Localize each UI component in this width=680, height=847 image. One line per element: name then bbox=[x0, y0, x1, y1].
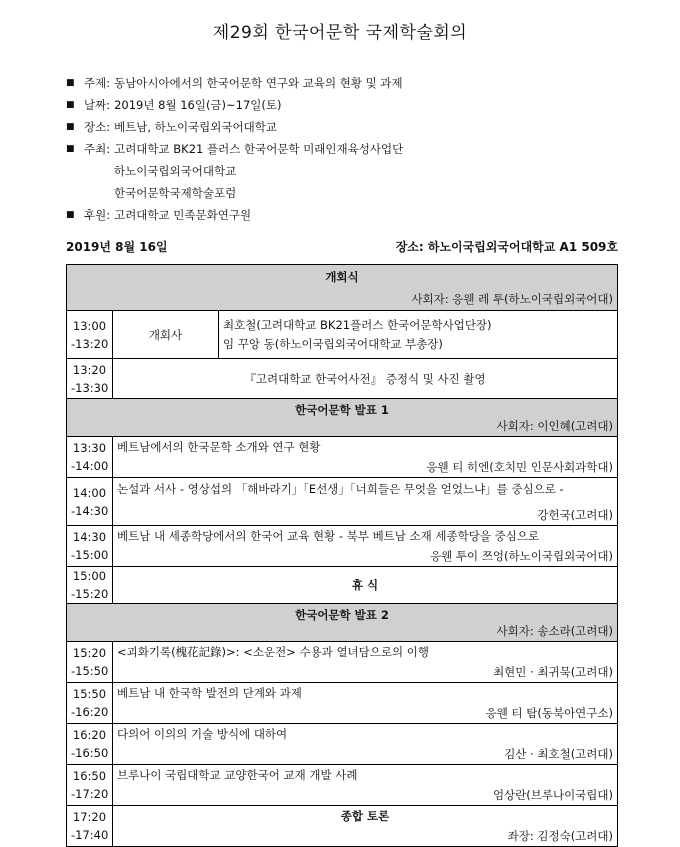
talk-speaker: 좌장: 김정숙(고려대) bbox=[507, 829, 613, 843]
table-row: 13:30 -14:00 베트남에서의 한국문학 소개와 연구 현황 응웬 티 히엔(호치민 인문사회과학대) bbox=[67, 437, 618, 478]
time-cell: 13:20 -13:30 bbox=[67, 359, 113, 399]
session2-moderator: 사회자: 송소라(고려대) bbox=[496, 623, 613, 638]
table-row: 15:50 -16:20 베트남 내 한국학 발전의 단계와 과제 응웬 티 탐(동북아연구소) bbox=[67, 683, 618, 724]
opening-speaker-2: 임 꾸앙 동(하노이국립외국어대학교 부총장) bbox=[223, 336, 443, 351]
session2-title: 한국어문학 발표 2 bbox=[295, 607, 389, 622]
info-date-label: 날짜: bbox=[84, 98, 111, 112]
table-row: 16:20 -16:50 다의어 이의의 기술 방식에 대하여 김산 · 최호철(고려대) bbox=[67, 724, 618, 765]
opening-moderator: 사회자: 응웬 레 투(하노이국립외국어대) bbox=[411, 291, 613, 306]
opening-speaker-1: 최호철(고려대학교 BK21플러스 한국어문학사업단장) bbox=[223, 317, 492, 332]
break-row: 15:00 -15:20 휴 식 bbox=[67, 567, 618, 604]
info-place-label: 장소: bbox=[84, 120, 111, 134]
talk-speaker: 응웬 투이 쯔엉(하노이국립외국어대) bbox=[430, 549, 613, 563]
table-row: 14:30 -15:00 베트남 내 세종학당에서의 한국어 교육 현황 - 북부 베트남 소재 세종학당을 중심으로 응웬 투이 쯔엉(하노이국립외국어대) bbox=[67, 526, 618, 567]
info-list bbox=[66, 72, 626, 226]
talk-speaker: 최현민 · 최귀묵(고려대) bbox=[493, 665, 613, 679]
info-place-value: 베트남, 하노이국립외국어대학교 bbox=[114, 120, 277, 134]
session1-title: 한국어문학 발표 1 bbox=[295, 402, 389, 417]
table-row: 17:20 -17:40 종합 토론 좌장: 김정숙(고려대) bbox=[67, 806, 618, 847]
session2-header-row bbox=[67, 604, 618, 642]
info-theme bbox=[66, 72, 626, 94]
opening-ceremony-row bbox=[67, 359, 618, 399]
bullet-square-icon: ■ bbox=[66, 100, 75, 110]
info-theme-label: 주제: bbox=[84, 76, 111, 90]
bullet-square-icon: ■ bbox=[66, 122, 75, 132]
info-sponsor-label: 후원: bbox=[84, 208, 111, 222]
time-cell: 13:00 -13:20 bbox=[67, 311, 113, 359]
opening-speech-row bbox=[67, 311, 618, 359]
talk-speaker: 엄상란(브루나이국립대) bbox=[492, 788, 613, 802]
info-date bbox=[66, 94, 626, 116]
bullet-square-icon: ■ bbox=[66, 78, 75, 88]
info-place bbox=[66, 116, 626, 138]
opening-header-row bbox=[67, 265, 618, 311]
info-host-value-1: 고려대학교 BK21 플러스 한국어문학 미래인재육성사업단 bbox=[114, 142, 404, 156]
day-date: 2019년 8월 16일 bbox=[66, 240, 168, 254]
info-date-value: 2019년 8월 16일(금)~17일(토) bbox=[114, 98, 282, 112]
session1-moderator: 사회자: 이인혜(고려대) bbox=[496, 418, 613, 433]
bullet-square-icon: ■ bbox=[66, 144, 75, 154]
info-sponsor-value: 고려대학교 민족문화연구원 bbox=[114, 208, 252, 222]
table-row: 15:20 -15:50 <괴화기록(槐花記錄)>: <소운전> 수용과 열녀담으로의 이행 최현민 · 최귀묵(고려대) bbox=[67, 642, 618, 683]
table-row: 16:50 -17:20 브루나이 국립대학교 교양한국어 교재 개발 사례 엄상란(브루나이국립대) bbox=[67, 765, 618, 806]
page-title: 제29회 한국어문학 국제학술회의 bbox=[212, 23, 468, 43]
talk-speaker: 강헌국(고려대) bbox=[537, 507, 613, 522]
talk-title: 베트남에서의 한국문학 소개와 연구 현황 bbox=[117, 440, 321, 454]
talk-title: <괴화기록(槐花記錄)>: <소운전> 수용과 열녀담으로의 이행 bbox=[117, 645, 429, 659]
opening-speech-label: 개회사 bbox=[113, 311, 219, 359]
talk-title: 종합 토론 bbox=[340, 809, 390, 823]
day-header bbox=[66, 238, 618, 255]
info-sponsor bbox=[66, 204, 626, 226]
break-label: 휴 식 bbox=[113, 567, 618, 604]
talk-title: 논설과 서사 - 영상섭의 「해바라기」「E선생」「너희들은 무엇을 얻었느냐」를 중심으로 - bbox=[117, 481, 564, 496]
info-host bbox=[66, 138, 626, 160]
info-host-value-3: 한국어문학국제학술포럼 bbox=[114, 186, 237, 200]
talk-title: 다의어 이의의 기술 방식에 대하여 bbox=[117, 727, 288, 741]
talk-speaker: 응웬 티 히엔(호치민 인문사회과학대) bbox=[426, 460, 613, 474]
opening-ceremony: 『고려대학교 한국어사전』 증정식 및 사진 촬영 bbox=[113, 359, 618, 399]
talk-title: 베트남 내 세종학당에서의 한국어 교육 현황 - 북부 베트남 소재 세종학당을 중심으로 bbox=[117, 529, 540, 543]
session1-header-row bbox=[67, 399, 618, 437]
opening-title: 개회식 bbox=[325, 269, 359, 284]
talk-speaker: 김산 · 최호철(고려대) bbox=[504, 747, 613, 761]
schedule-table bbox=[66, 264, 618, 847]
talk-speaker: 응웬 티 탐(동북아연구소) bbox=[485, 706, 613, 720]
talk-title: 브루나이 국립대학교 교양한국어 교재 개발 사례 bbox=[117, 768, 358, 782]
info-theme-value: 동남아시아에서의 한국어문학 연구와 교육의 현황 및 과제 bbox=[114, 76, 403, 90]
opening-speakers bbox=[219, 311, 618, 359]
info-host-value-2: 하노이국립외국어대학교 bbox=[114, 164, 237, 178]
talk-title: 베트남 내 한국학 발전의 단계와 과제 bbox=[117, 686, 302, 700]
day-venue: 장소: 하노이국립외국어대학교 A1 509호 bbox=[395, 240, 618, 254]
table-row: 14:00 -14:30 논설과 서사 - 영상섭의 「해바라기」「E선생」「너희들은 무엇을 얻었느냐」를 중심으로 - 강헌국(고려대) bbox=[67, 478, 618, 526]
info-host-label: 주최: bbox=[84, 142, 111, 156]
bullet-square-icon: ■ bbox=[66, 210, 75, 220]
